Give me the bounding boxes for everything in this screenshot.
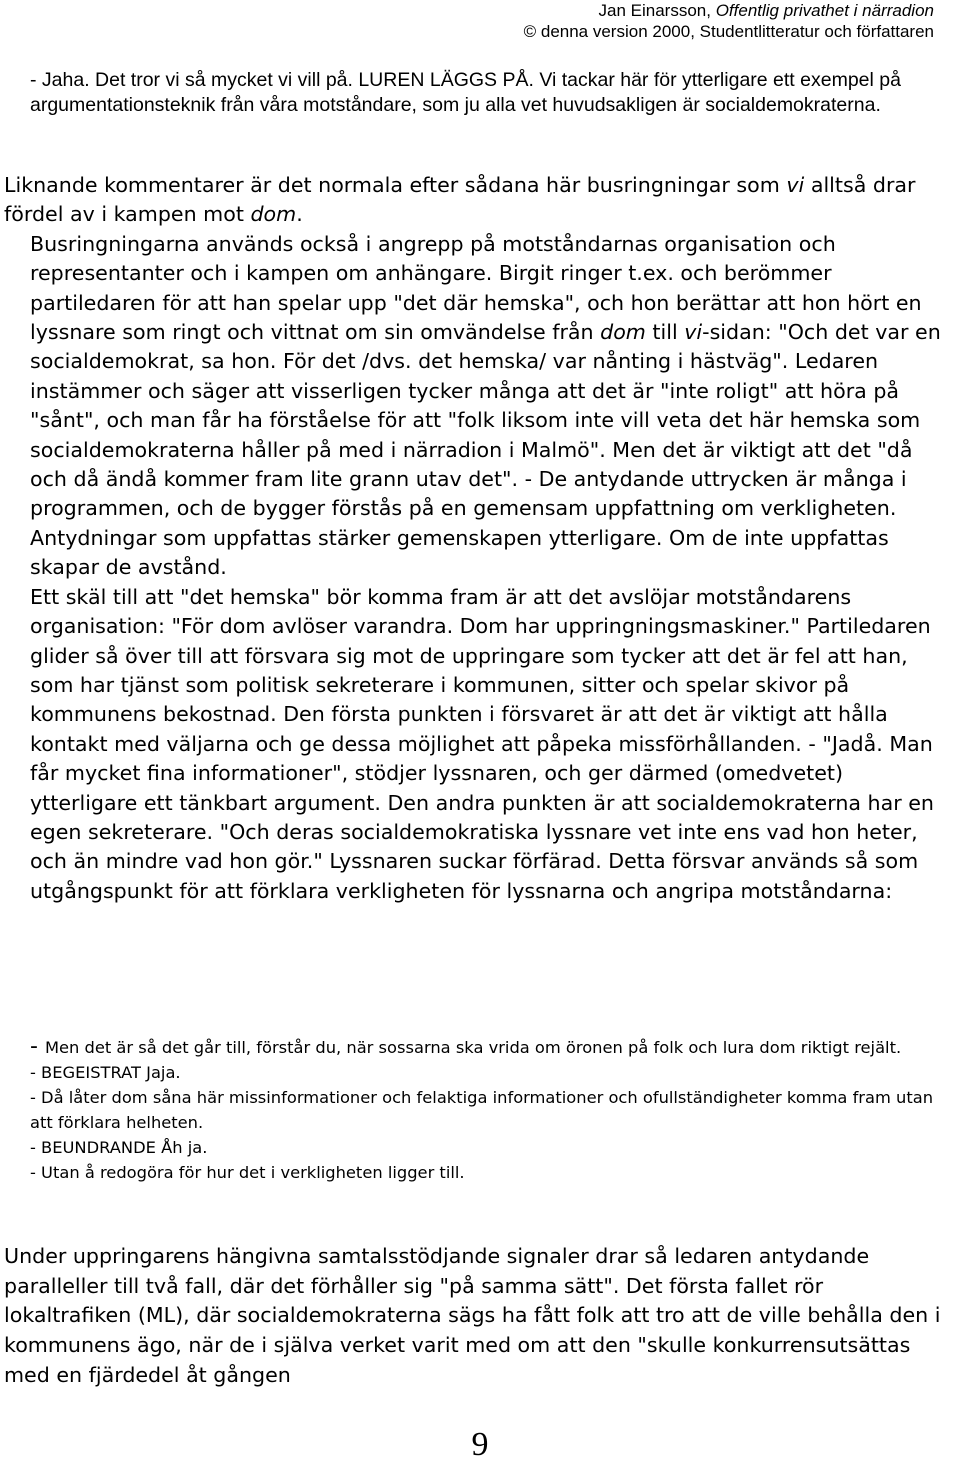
italic-term: vi xyxy=(786,173,805,197)
quote-line xyxy=(30,1034,940,1060)
paragraph-comments xyxy=(4,171,949,230)
header-author: Jan Einarsson, xyxy=(598,1,716,20)
quote-line: - BEUNDRANDE Åh ja. xyxy=(30,1138,208,1157)
header-copyright: © denna version 2000, Studentlitteratur och författaren xyxy=(523,22,934,41)
italic-term: vi xyxy=(684,320,703,345)
quote-line: - Utan å redogöra för hur det i verkligheten ligger till. xyxy=(30,1163,465,1182)
text-run: . xyxy=(296,202,303,227)
text-run: Liknande kommentarer är det normala efter sådana här busringningar som xyxy=(4,173,787,197)
quote-line: - BEGEISTRAT Jaja. xyxy=(30,1063,181,1082)
header-book-title: Offentlig privathet i närradion xyxy=(715,1,934,20)
text-run: alltså drar fördel av i kampen mot xyxy=(4,173,916,227)
running-header xyxy=(524,0,934,42)
italic-term: dom xyxy=(600,320,646,345)
paragraph-skal: Ett skäl till att "det hemska" bör komma fram är att det avslöjar motståndarens organisation: "För dom avlöser varandra. Dom har uppringningsmaskiner." Partiledaren glider så över till att försvara sig mot de uppringare som tycker att det är fel att han, som har tjänst som politisk sekreterare i kommunen, sitter och spelar skivor på kommunens bekostnad. Den första punkten i försvaret är att det är viktigt att hålla kontakt med väljarna och ge dessa möjlighet att påpeka missförhållanden. - "Jadå. Man får mycket fina informationer", stödjer lyssnaren, och ger därmed (omedvetet) ytterligare ett tänkbart argument. Den andra punkten är att socialdemokraterna har en egen sekreterare. "Och deras socialdemokratiska lyssnare vet inte ens vad hon heter, och än mindre vad hon gör." Lyssnaren suckar förfärad. Detta försvar används så som utgångspunkt för att förklara verkligheten för lyssnarna och angripa motståndarna: xyxy=(30,584,934,903)
quote-dash: - xyxy=(30,1034,45,1059)
intro-quote-block xyxy=(30,68,950,117)
text-run: till xyxy=(645,320,685,345)
dialogue-quote xyxy=(30,1034,940,1185)
quote-text: Men det är så det går till, förstår du, när sossarna ska vrida om öronen på folk och lura dom riktigt rejält. xyxy=(44,1038,902,1057)
paragraph-busringningar xyxy=(4,230,949,583)
text-run: Busringningarna används också i angrepp på motståndarnas organisation och representanter och i kampen om anhängare. Birgit ringer t.ex. och berömmer partiledaren för att han spelar upp "det där hemska", och hon berättar att hon hört en lyssnare som ringt och vittnat om sin omvändelse från xyxy=(30,231,922,345)
body-section-1 xyxy=(4,171,949,906)
italic-term: dom xyxy=(250,202,297,227)
quote-line: - Då låter dom såna här missinformationer och felaktiga informationer och ofullständigheter komma fram utan att förklara helheten. xyxy=(30,1088,934,1132)
paragraph-paralleller: Under uppringarens hängivna samtalsstödjande signaler drar så ledaren antydande paralleller till två fall, där det förhåller sig "på samma sätt". Det första fallet rör lokaltrafiken (ML), där socialdemokraterna sägs ha fått folk att tro att de ville behålla den i kommunens ägo, när de i själva verket varit med om att den "skulle konkurrensutsättas med en fjärdedel åt gången xyxy=(4,1244,941,1387)
header-line-1 xyxy=(524,0,934,21)
text-run: -sidan: "Och det var en socialdemokrat, sa hon. För det /dvs. det hemska/ var nånting i hästväg". Ledaren instämmer och säger att visserligen tycker många att det är "inte roligt" att höra på "sånt", och man får ha förståelse för att "folk liksom inte vill veta det här hemska som socialdemokraterna håller på med i närradion i Malmö". Men det är viktigt att det "då och då ändå kommer fram lite grann utav det". - De antydande uttrycken är många i programmen, och de bygger förstås på en gemensam uppfattning om verkligheten. Antydningar som uppfattas stärker gemenskapen ytterligare. Om de inte uppfattas skapar de avstånd. xyxy=(30,320,941,580)
intro-text: - Jaha. Det tror vi så mycket vi vill på. LUREN LÄGGS PÅ. Vi tackar här för ytterligare ett exempel på argumentationsteknik från våra motståndare, som ju alla vet huvudsakligen är socialdemokraterna. xyxy=(30,69,901,116)
page-number: 9 xyxy=(471,1426,489,1463)
body-section-2 xyxy=(4,1242,949,1391)
